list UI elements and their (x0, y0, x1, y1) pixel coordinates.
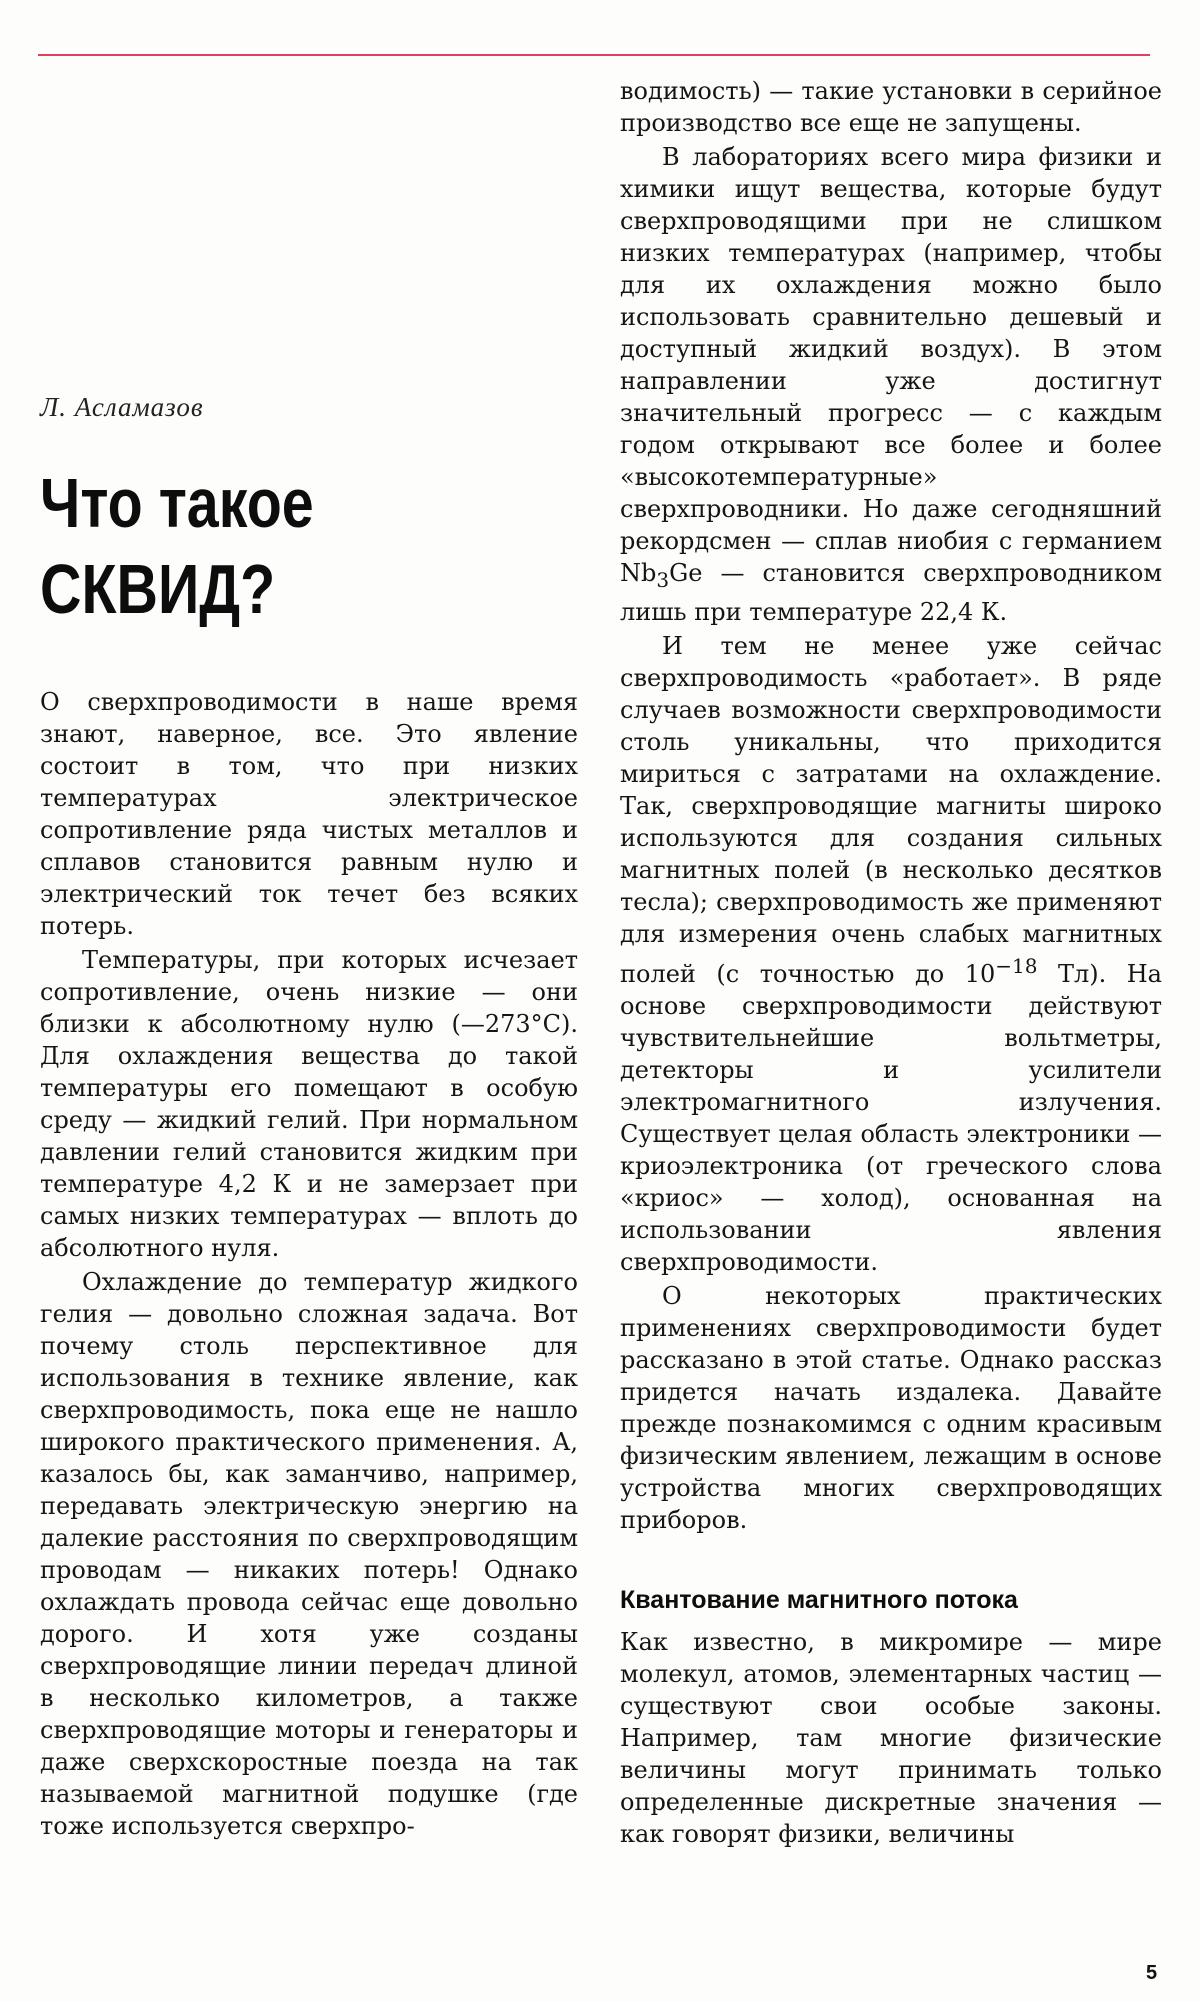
paragraph-continuation: водимость) — такие установки в серийное производство все еще не запущены. (620, 77, 1162, 137)
paragraph: О сверхпроводимости в наше время знают, наверное, все. Это явление состоит в том, что при низких температурах электрическое сопротивление ряда чистых металлов и сплавов становится равным нулю и электрический ток течет без всяких потерь. (40, 688, 578, 940)
section-heading: Квантование магнитного потока (620, 1585, 1018, 1614)
text-run: Тл). На основе сверхпроводимости действуют чувствительнейшие вольтметры, детекторы и усилители электромагнитного излучения. Существует целая область электроники — криоэлектроника (от греческого слова «криос» — холод), основанная на использовании явления сверхпроводимости. (620, 959, 1162, 1276)
title-line-2: СКВИД? (40, 550, 276, 628)
paragraph (620, 141, 1162, 628)
left-column (40, 686, 578, 1842)
subscript: 3 (656, 567, 670, 592)
page-number: 5 (1146, 1962, 1158, 1984)
right-column (620, 75, 1162, 1850)
paragraph: Охлаждение до температур жидкого гелия — довольно сложная задача. Вот почему столь перспективное для использования в технике явление, как сверхпроводимость, пока еще не нашло широкого практического применения. А, казалось бы, как заманчиво, например, передавать электрическую энергию на далекие расстояния по сверхпроводящим проводам — никаких потерь! Однако охлаждать провода сейчас еще довольно дорого. И хотя уже созданы сверхпроводящие линии передач длиной в несколько километров, а также сверхпроводящие моторы и генераторы и даже сверхскоростные поезда на так называемой магнитной подушке (где тоже используется сверхпро- (40, 1268, 578, 1840)
top-rule (38, 54, 1150, 56)
text-run: И тем не менее уже сейчас сверхпроводимость «работает». В ряде случаев возможности сверхпроводимости столь уникальны, что приходится мириться с затратами на охлаждение. Так, сверхпроводящие магниты широко используются для создания сильных магнитных полей (в несколько десятков тесла); сверхпроводимость же применяют для измерения очень слабых магнитных полей (с точностью до 10 (620, 631, 1162, 988)
author-name: Л. Асламазов (40, 392, 204, 422)
paragraph: О некоторых практических применениях сверхпроводимости будет рассказано в этой статье. Однако рассказ придется начать издалека. Давайте прежде познакомимся с одним красивым физическим явлением, лежащим в основе устройства многих сверхпроводящих приборов. (620, 1281, 1162, 1534)
paragraph: Температуры, при которых исчезает сопротивление, очень низкие — они близки к абсолютному нулю (—273°С). Для охлаждения вещества до такой температуры его помещают в особую среду — жидкий гелий. При нормальном давлении гелий становится жидким при температуре 4,2 К и не замерзает при самых низких температурах — вплоть до абсолютного нуля. (40, 946, 578, 1262)
text-run: В лабораториях всего мира физики и химики ищут вещества, которые будут сверхпроводящими при не слишком низких температурах (например, чтобы для их охлаждения можно было использовать сравнительно дешевый и доступный жидкий воздух). В этом направлении уже достигнут значительный прогресс — с каждым годом открывают все более и более «высокотемпературные» сверхпроводники. Но даже сегодняшний рекордсмен — сплав ниобия с германием Nb (620, 143, 1162, 587)
superscript: −18 (995, 953, 1038, 978)
paragraph (620, 630, 1162, 1278)
paragraph: Как известно, в микромире — мире молекул, атомов, элементарных частиц — существуют свои особые законы. Например, там многие физические величины могут принимать только определенные дискретные значения — как говорят физики, величины (620, 1627, 1162, 1848)
article-title (40, 460, 314, 632)
text-run: Ge — становится сверхпроводником лишь при температуре 22,4 К. (620, 559, 1162, 626)
title-line-1: Что такое (40, 464, 314, 542)
